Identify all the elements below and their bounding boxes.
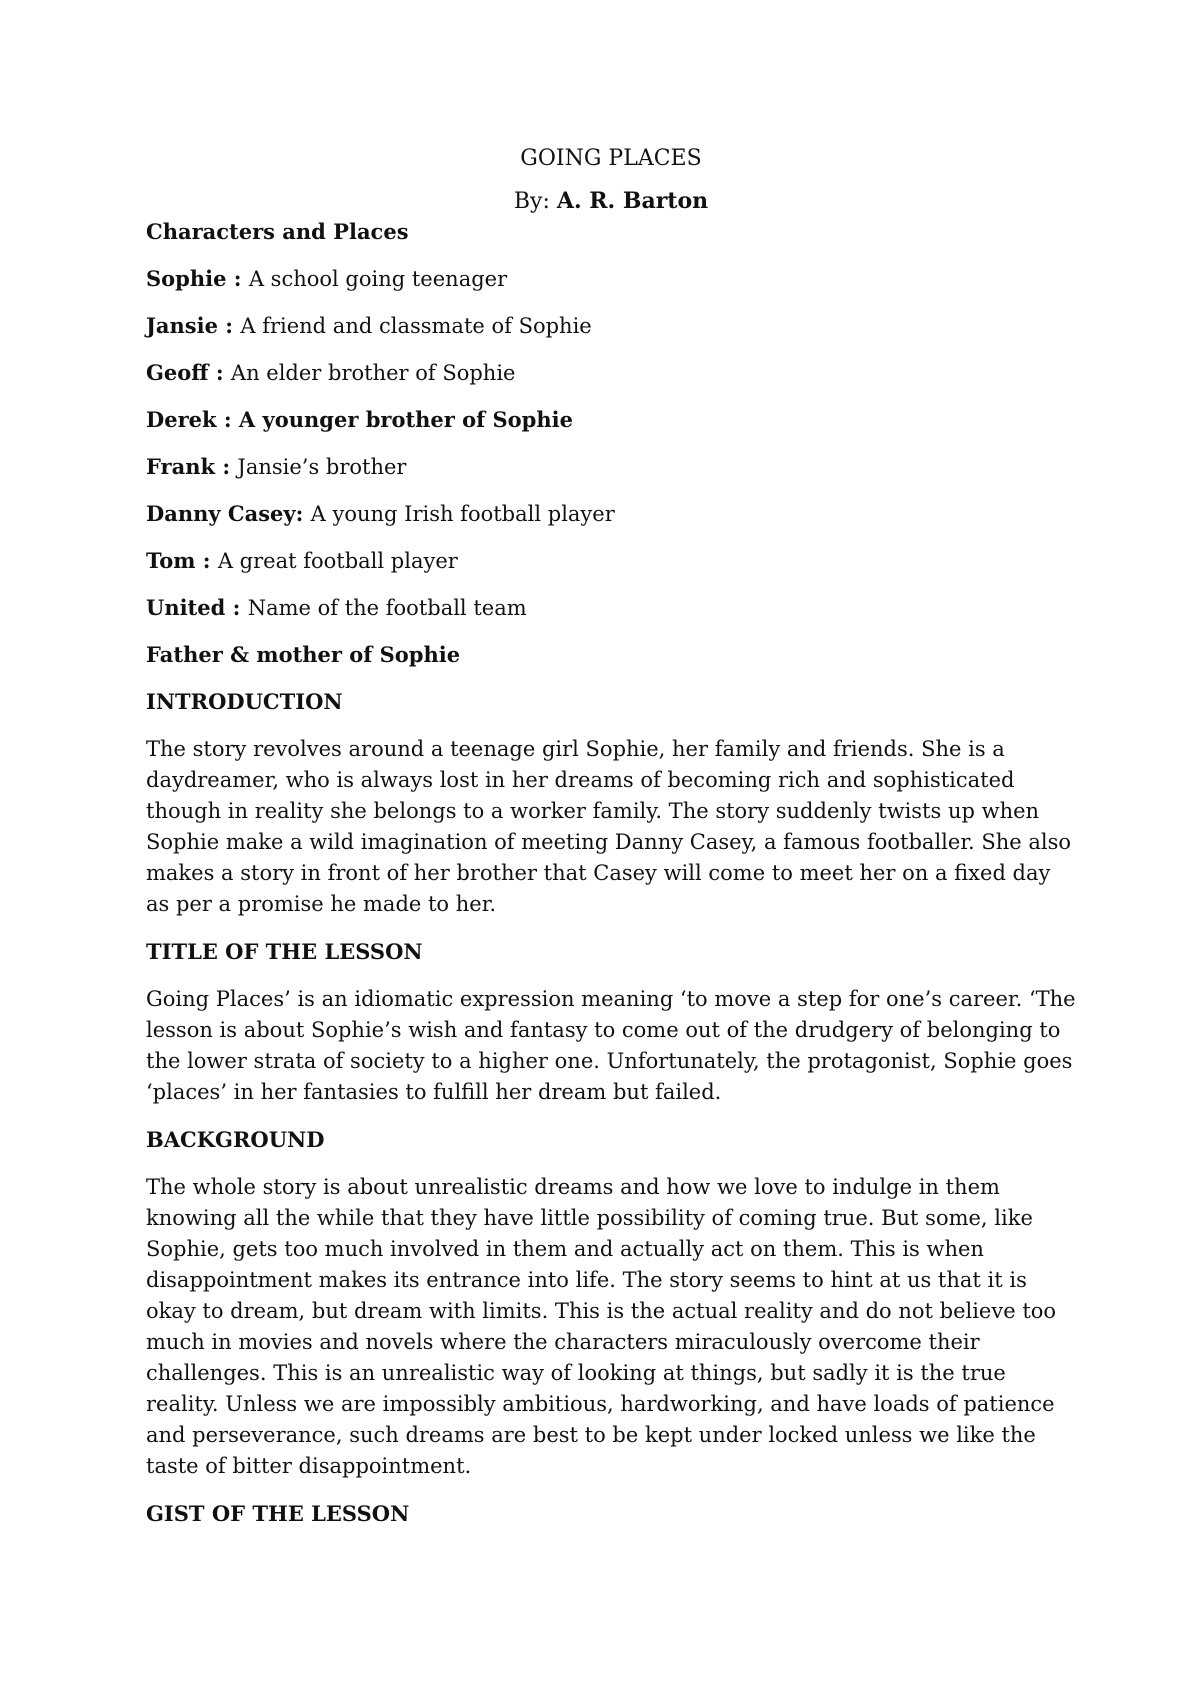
character-name: Derek : bbox=[146, 407, 239, 432]
character-name: Danny Casey: bbox=[146, 501, 311, 526]
section-body-background: The whole story is about unrealistic dreams and how we love to indulge in them knowing all the while that they have little possibility of coming true. But some, like Sophie, gets too much involved in them and actually act on them. This is when disappointment makes its entrance into life. The story seems to hint at us that it is okay to dream, but dream with limits. This is the actual reality and do not believe too much in movies and novels where the characters miraculously overcome their challenges. This is an unrealistic way of looking at things, but sadly it is the true reality. Unless we are impossibly ambitious, hardworking, and have loads of patience and perseverance, such dreams are best to be kept under locked unless we like the taste of bitter disappointment. bbox=[146, 1175, 1057, 1478]
characters-heading: Characters and Places bbox=[146, 219, 409, 244]
character-desc: A friend and classmate of Sophie bbox=[240, 314, 592, 338]
character-name: Geoff : bbox=[146, 360, 231, 385]
character-entry bbox=[146, 405, 1076, 435]
byline-prefix: By: bbox=[513, 189, 557, 214]
character-entry bbox=[146, 358, 1076, 388]
character-entry bbox=[146, 593, 1076, 623]
character-desc: A great football player bbox=[217, 549, 458, 573]
character-entry bbox=[146, 546, 1076, 576]
section-body-title-of-lesson: Going Places’ is an idiomatic expression meaning ‘to move a step for one’s career. ‘The lesson is about Sophie’s wish and fantasy to come out of the drudgery of belonging to the lower strata of society to a higher one. Unfortunately, the protagonist, Sophie goes ‘places’ in her fantasies to fulfill her dream but failed. bbox=[146, 987, 1076, 1104]
character-name: Frank : bbox=[146, 454, 238, 479]
section-heading-gist: GIST OF THE LESSON bbox=[146, 1501, 410, 1526]
character-desc: A young Irish football player bbox=[310, 502, 615, 526]
character-entry bbox=[146, 640, 1076, 670]
character-desc: Name of the football team bbox=[247, 596, 527, 620]
byline-author: A. R. Barton bbox=[556, 188, 709, 214]
character-name: United : bbox=[146, 595, 248, 620]
document-title: GOING PLACES bbox=[520, 146, 702, 171]
section-heading-title-of-lesson: TITLE OF THE LESSON bbox=[146, 939, 423, 964]
character-desc: A younger brother of Sophie bbox=[238, 407, 573, 432]
character-entry bbox=[146, 311, 1076, 341]
character-name: Sophie : bbox=[146, 266, 249, 291]
section-body-introduction: The story revolves around a teenage girl Sophie, her family and friends. She is a daydreamer, who is always lost in her dreams of becoming rich and sophisticated though in reality she belongs to a worker family. The story suddenly twists up when Sophie make a wild imagination of meeting Danny Casey, a famous footballer. She also makes a story in front of her brother that Casey will come to meet her on a fixed day as per a promise he made to her. bbox=[146, 737, 1072, 916]
section-heading-background: BACKGROUND bbox=[146, 1127, 325, 1152]
character-name: Tom : bbox=[146, 548, 218, 573]
document-body bbox=[146, 144, 1076, 1529]
section-heading-introduction: INTRODUCTION bbox=[146, 689, 343, 714]
character-name: Jansie : bbox=[146, 313, 241, 338]
character-desc: A school going teenager bbox=[248, 267, 508, 291]
character-name: Father & mother of Sophie bbox=[146, 642, 461, 667]
character-entry bbox=[146, 264, 1076, 294]
character-desc: An elder brother of Sophie bbox=[230, 361, 516, 385]
character-desc: Jansie’s brother bbox=[237, 455, 407, 479]
byline bbox=[146, 186, 1076, 217]
character-entry bbox=[146, 499, 1076, 529]
character-entry bbox=[146, 452, 1076, 482]
